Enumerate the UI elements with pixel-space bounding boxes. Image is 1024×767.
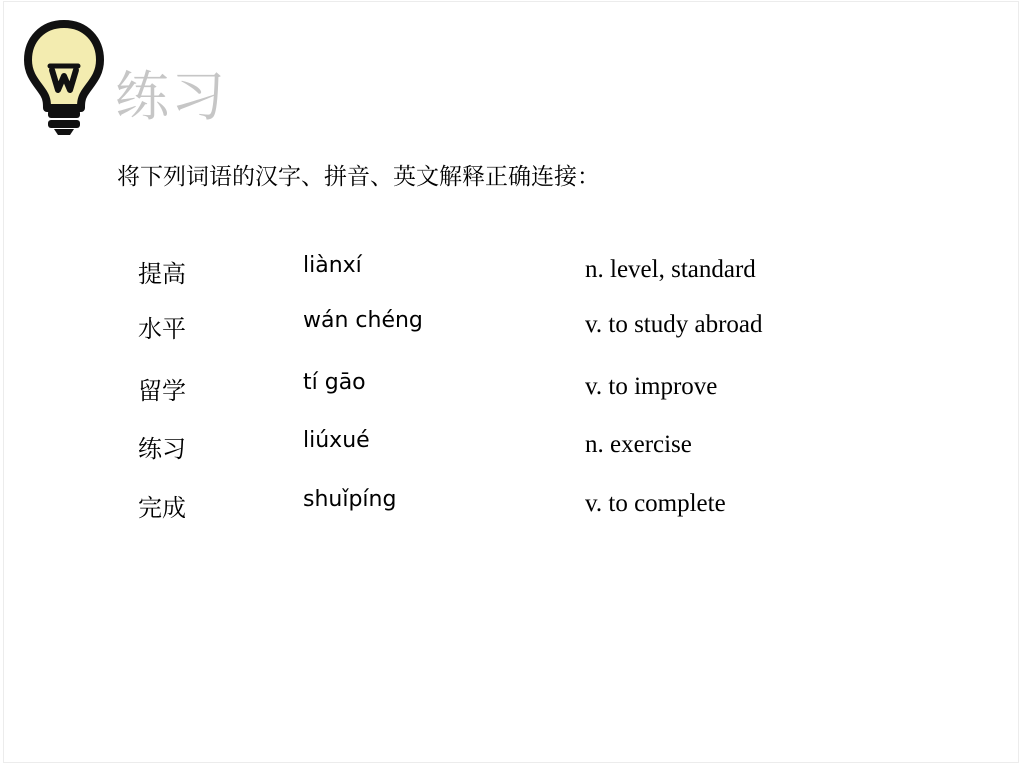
pinyin-cell: liànxí [303,253,362,278]
english-cell: n. level, standard [585,256,756,283]
english-cell: v. to improve [585,373,718,400]
pinyin-cell: liúxué [303,428,370,453]
vocab-row [0,429,1024,471]
hanzi-cell: 提高 [138,260,186,288]
hanzi-cell: 水平 [138,315,186,343]
vocab-row [0,309,1024,351]
vocab-row [0,371,1024,413]
page-title: 练习 [115,65,227,128]
hanzi-cell: 完成 [138,494,186,522]
lightbulb-icon [22,18,106,136]
vocab-row [0,488,1024,530]
pinyin-cell: wán chéng [303,308,423,333]
english-cell: n. exercise [585,431,692,458]
english-cell: v. to complete [585,490,726,517]
hanzi-cell: 练习 [138,435,186,463]
vocab-row [0,254,1024,296]
pinyin-cell: tí gāo [303,370,366,395]
english-cell: v. to study abroad [585,311,763,338]
instruction-text: 将下列词语的汉字、拼音、英文解释正确连接： [117,164,600,190]
pinyin-cell: shuǐpíng [303,487,397,512]
hanzi-cell: 留学 [138,377,186,405]
